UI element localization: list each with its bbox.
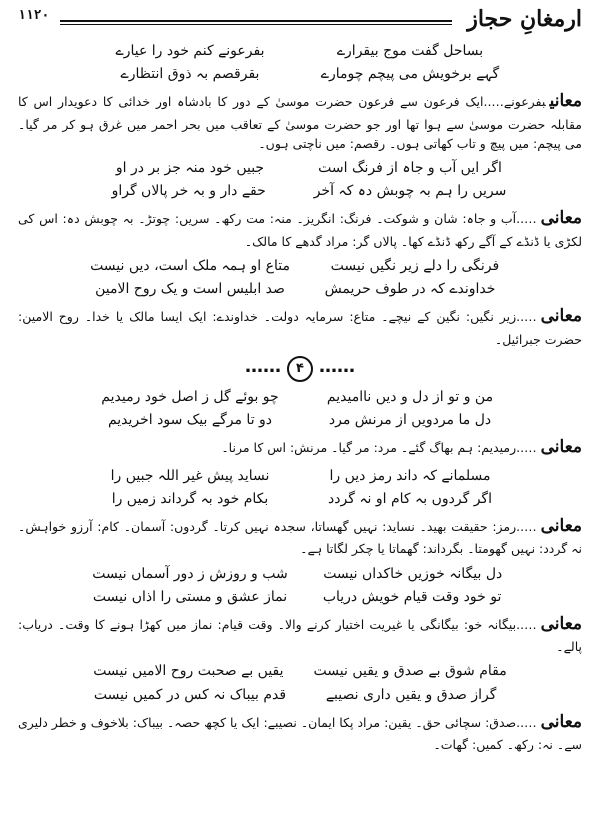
verse-line bbox=[95, 40, 505, 63]
meaning-gloss bbox=[18, 88, 582, 153]
hemistich: نساید پیش غیر اللہ جبیں را bbox=[110, 467, 270, 484]
couplet bbox=[18, 255, 582, 301]
section-number: ۴ bbox=[287, 356, 313, 382]
hemistich: یقیں بے صحبت روح الامیں نیست bbox=[93, 663, 284, 680]
gloss-text: …..رمز: حقیقت بھید۔ نساید: نہیں گھساتا، سجدہ نہیں کرتا۔ گردوں: آسمان۔ کام: آرزو خواہش۔ نہ گردد: نہیں گھومتا۔ بگرداند: گھماتا یا چکر لگاتا ہے۔ bbox=[18, 518, 582, 557]
meaning-gloss bbox=[18, 611, 582, 657]
header-rule-thin bbox=[60, 24, 452, 25]
verse-line bbox=[94, 180, 507, 203]
couplet bbox=[18, 465, 582, 511]
meaning-gloss bbox=[18, 205, 582, 251]
hemistich: سریں را ہم بہ چوبش دہ کہ آخر bbox=[313, 183, 507, 200]
hemistich: گراز صدق و یقیں داری نصیبے bbox=[325, 686, 497, 703]
couplet bbox=[18, 386, 582, 432]
meaning-gloss bbox=[18, 709, 582, 755]
hemistich: دل ما مردویں از مرنش مرد bbox=[328, 412, 492, 429]
gloss-text: …..صدق: سچائی حق۔ یقین: مراد پکا ایمان۔ نصیبے: ایک یا کچھ حصہ۔ بیباک: بلاخوف و خطر دلیری سے۔ نہ: رکھ۔ کمیں: گھات۔ bbox=[18, 714, 582, 752]
running-header bbox=[18, 6, 582, 38]
hemistich: صد ابلیس است و یک روح الامین bbox=[95, 281, 285, 298]
hemistich: شب و روزش ز دور آسماں نیست bbox=[92, 565, 288, 582]
hemistich: اگر ایں آب و جاہ از فرنگ است bbox=[318, 160, 502, 177]
verse-line bbox=[95, 63, 505, 86]
verse-line bbox=[95, 386, 505, 409]
hemistich: دل بیگانہ خوزیں خاکداں نیست bbox=[323, 565, 503, 582]
hemistich: مقام شوق بے صدق و یقیں نیست bbox=[313, 663, 507, 680]
hemistich: بساحل گفت موج بیقرارے bbox=[336, 43, 484, 59]
meaning-gloss bbox=[18, 434, 582, 460]
verse-line bbox=[95, 278, 505, 301]
verse-line bbox=[94, 684, 506, 707]
hemistich: چو بوئے گل ز اصل خود رمیدیم bbox=[101, 389, 279, 406]
gloss-text: بفرعونے…..ایک فرعون سے فرعون حضرت موسیٰ کے دور کا بادشاہ اور خدائی کا دعویدار اس کا مقابلہ حضرت موسیٰ سے ہوا تھا اور جو حضرت موسیٰ کے تعاقب میں بحر احمر میں غرق ہو کر مر گیا۔ می پیچم: میں پیچ و تاب کھاتی ہوں۔ رقصم: میں ناچتی ہوں۔ bbox=[18, 94, 582, 151]
meaning-label: معانی bbox=[540, 208, 582, 229]
verse-line bbox=[95, 465, 505, 488]
hemistich: نماز عشق و مستی را اذاں نیست bbox=[92, 588, 288, 605]
verse-line bbox=[95, 409, 505, 432]
couplet bbox=[18, 660, 582, 706]
verse-line bbox=[92, 563, 507, 586]
meaning-gloss bbox=[18, 303, 582, 349]
page-body bbox=[18, 40, 582, 754]
header-rule bbox=[60, 20, 452, 22]
hemistich: بفرعونے کنم خود را عیارے bbox=[115, 43, 265, 59]
meaning-label: معانی bbox=[540, 306, 582, 327]
book-title: ارمغانِ حجاز bbox=[467, 6, 582, 32]
verse-line bbox=[93, 586, 507, 609]
hemistich: حقے دار و بہ خر پالاں گراو bbox=[111, 183, 266, 200]
meaning-label: معانی bbox=[549, 91, 582, 112]
hemistich: خداوندے کہ در طوف حریمش bbox=[324, 281, 496, 298]
hemistich: من و تو از دل و دیں ناامیدیم bbox=[326, 389, 494, 406]
page-number: ۱۱۲۰ bbox=[18, 8, 50, 23]
hemistich: گہے برخویش می پیچم چومارے bbox=[320, 66, 500, 83]
gloss-text: …..بیگانہ خو: بیگانگی یا غیریت اختیار کرنے والا۔ وقت قیام: نماز میں کھڑا ہونے کا وقت۔ دریاب: پالے۔ bbox=[18, 616, 582, 655]
meaning-label: معانی bbox=[540, 613, 582, 634]
verse-line bbox=[95, 488, 505, 511]
couplet bbox=[18, 40, 582, 86]
gloss-text: …..زیر نگیں: نگین کے نیچے۔ متاع: سرمایہ دولت۔ خداوندے: ایک ایسا مالک یا خدا۔ روح الامین: حضرت جبرائیل۔ bbox=[18, 309, 582, 347]
hemistich: تو خود وقت قیام خویش دریاب bbox=[322, 588, 502, 605]
section-marker: ……۴…… bbox=[18, 353, 582, 382]
meaning-label: معانی bbox=[540, 515, 582, 536]
hemistich: مسلمانے کہ داند رمز دیں را bbox=[329, 467, 491, 484]
hemistich: اگر گردوں بہ کام او نہ گردد bbox=[328, 490, 492, 507]
hemistich: بکام خود بہ گرداند زمیں را bbox=[111, 490, 269, 507]
couplet bbox=[18, 157, 582, 203]
gloss-text: …..آب و جاہ: شان و شوکت۔ فرنگ: انگریز۔ منہ: مت رکھ۔ سریں: چوتڑ۔ بہ چوبش دہ: اس کی لکڑی یا ڈنڈے کے آگے رکھ ڈنڈے کھا۔ پالاں گر: مراد گدھے کا مالک۔ bbox=[18, 211, 582, 249]
gloss-text: …..رمیدیم: ہم بھاگ گئے۔ مرد: مر گیا۔ مرنش: اس کا مرنا۔ bbox=[221, 440, 537, 456]
hemistich: جبیں خود منہ جز بر در او bbox=[115, 160, 265, 177]
hemistich: قدم بیباک نہ کس در کمیں نیست bbox=[93, 686, 287, 703]
hemistich: بقرقصم بہ ذوق انتظارے bbox=[120, 66, 260, 83]
verse-line bbox=[93, 660, 507, 683]
hemistich: فرنگی را دلے زیر نگیں نیست bbox=[330, 258, 500, 275]
meaning-label: معانی bbox=[540, 711, 582, 732]
meaning-gloss bbox=[18, 513, 582, 559]
hemistich: دو تا مرگے بیک سود اخریدیم bbox=[107, 412, 273, 429]
couplet bbox=[18, 563, 582, 609]
verse-line bbox=[90, 255, 510, 278]
verse-line bbox=[95, 157, 505, 180]
meaning-label: معانی bbox=[540, 437, 582, 458]
hemistich: متاع او ہمہ ملک است، دیں نیست bbox=[90, 258, 290, 275]
